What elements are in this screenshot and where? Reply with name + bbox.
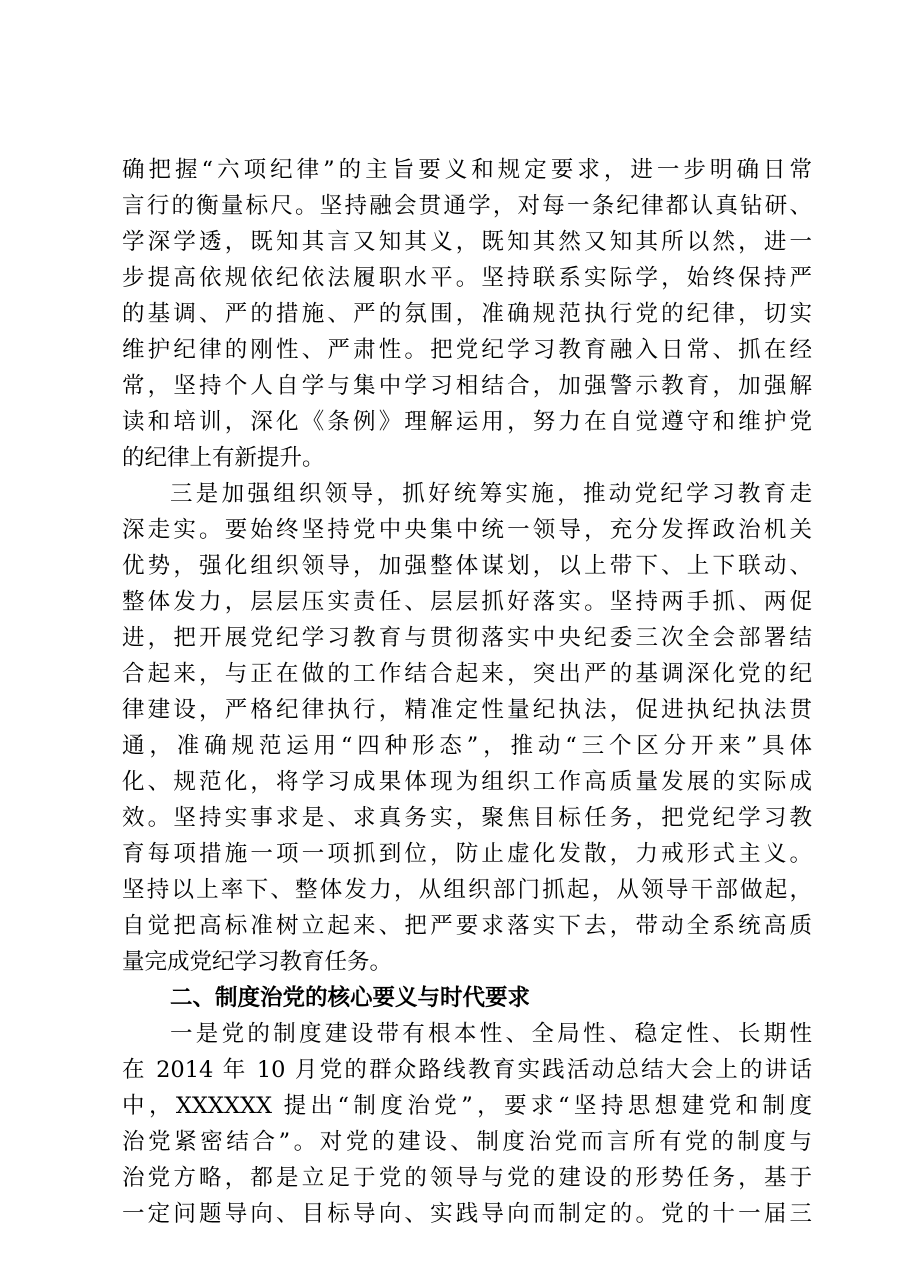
section-heading: 二、制度治党的核心要义与时代要求	[170, 985, 531, 1011]
text-line: 进，把开展党纪学习教育与贯彻落实中央纪委三次全会部署结	[122, 625, 812, 651]
text-line: 自觉把高标准树立起来、把严要求落实下去，带动全系统高质	[122, 913, 812, 939]
text-line: 律建设，严格纪律执行，精准定性量纪执法，促进执纪执法贯	[122, 697, 812, 723]
text-line: 一定问题导向、目标导向、实践导向而制定的。党的十一届三	[122, 1201, 812, 1227]
text-line: 深走实。要始终坚持党中央集中统一领导，充分发挥政治机关	[122, 517, 812, 543]
text-line: 化、规范化，将学习成果体现为组织工作高质量发展的实际成	[122, 769, 812, 795]
text-line: 坚持以上率下、整体发力，从组织部门抓起，从领导干部做起，	[122, 877, 812, 903]
text-line: 量完成党纪学习教育任务。	[122, 949, 393, 975]
text-line: 的纪律上有新提升。	[122, 445, 325, 471]
text-line: 育每项措施一项一项抓到位，防止虚化发散，力戒形式主义。	[122, 841, 812, 867]
text-line: 确把握“六项纪律”的主旨要义和规定要求，进一步明确日常	[122, 157, 812, 183]
text-line: 通，准确规范运用“四种形态”，推动“三个区分开来”具体	[122, 733, 812, 759]
text-line: 治党紧密结合”。对党的建设、制度治党而言所有党的制度与	[122, 1129, 812, 1155]
text-line: 整体发力，层层压实责任、层层抓好落实。坚持两手抓、两促	[122, 589, 812, 615]
text-line: 学深学透，既知其言又知其义，既知其然又知其所以然，进一	[122, 229, 812, 255]
text-line: 治党方略，都是立足于党的领导与党的建设的形势任务，基于	[122, 1165, 812, 1191]
paragraph-first-line: 一是党的制度建设带有根本性、全局性、稳定性、长期性	[170, 1021, 812, 1047]
text-line: 常，坚持个人自学与集中学习相结合，加强警示教育，加强解	[122, 373, 812, 399]
text-line: 维护纪律的刚性、严肃性。把党纪学习教育融入日常、抓在经	[122, 337, 812, 363]
text-line: 在 2014 年 10 月党的群众路线教育实践活动总结大会上的讲话	[122, 1057, 812, 1083]
text-line: 优势，强化组织领导，加强整体谋划，以上带下、上下联动、	[122, 553, 812, 579]
text-line: 言行的衡量标尺。坚持融会贯通学，对每一条纪律都认真钻研、	[122, 193, 812, 219]
paragraph-first-line: 三是加强组织领导，抓好统筹实施，推动党纪学习教育走	[170, 481, 812, 507]
text-line: 的基调、严的措施、严的氛围，准确规范执行党的纪律，切实	[122, 301, 812, 327]
text-line: 步提高依规依纪依法履职水平。坚持联系实际学，始终保持严	[122, 265, 812, 291]
text-line: 读和培训，深化《条例》理解运用，努力在自觉遵守和维护党	[122, 409, 812, 435]
text-line: 合起来，与正在做的工作结合起来，突出严的基调深化党的纪	[122, 661, 812, 687]
text-line: 中，XXXXXX 提出“制度治党”，要求“坚持思想建党和制度	[122, 1093, 812, 1119]
text-line: 效。坚持实事求是、求真务实，聚焦目标任务，把党纪学习教	[122, 805, 812, 831]
